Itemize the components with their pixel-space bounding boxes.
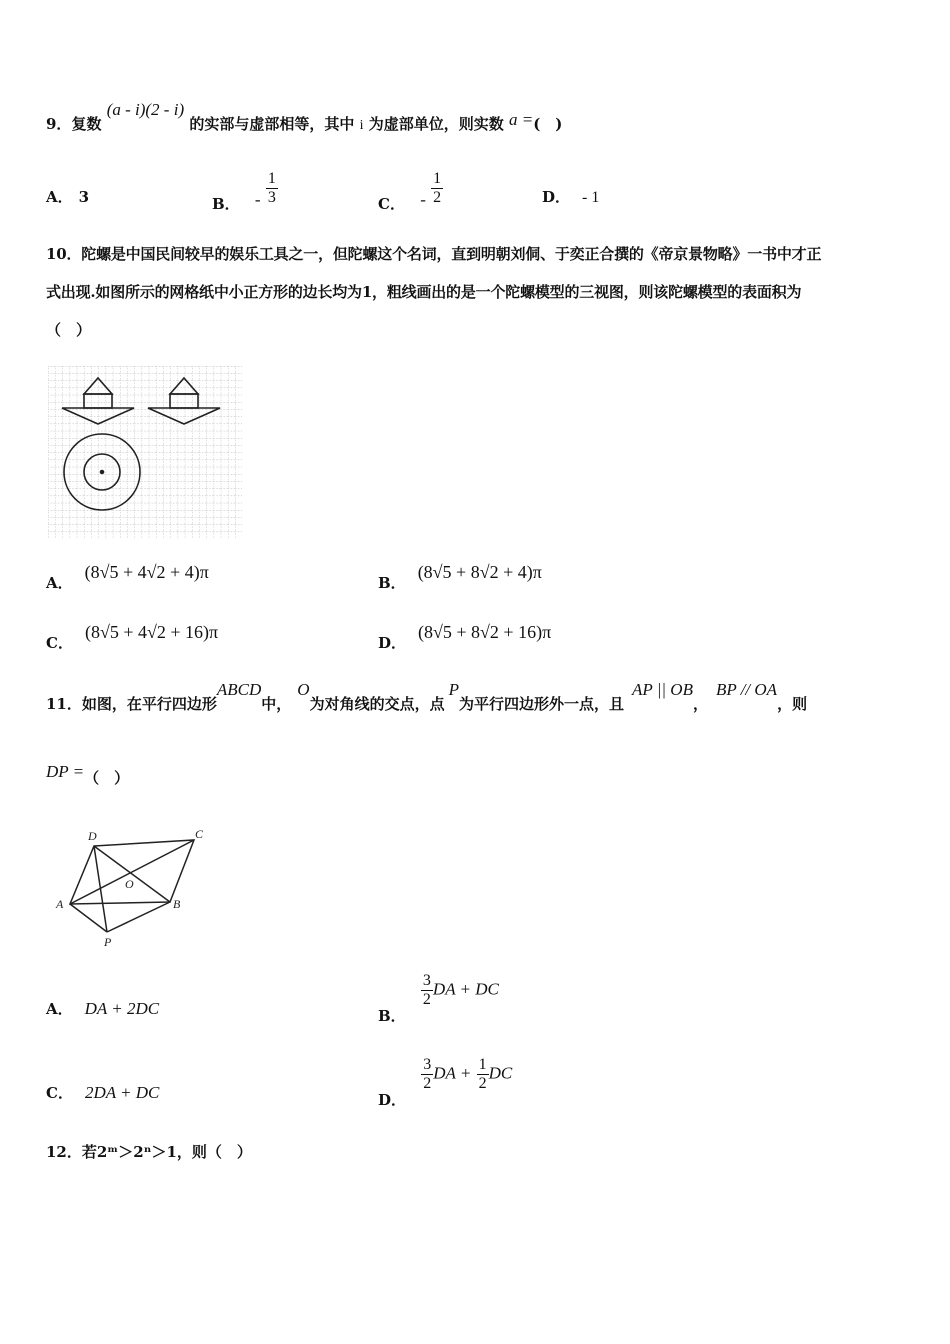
label-b: B bbox=[173, 897, 181, 911]
q11-paren: （ ） bbox=[84, 769, 130, 787]
q11-option-b[interactable] bbox=[378, 972, 499, 1025]
option-value: (8√5 + 8√2 + 16)π bbox=[418, 622, 552, 642]
option-value: DA + DC bbox=[432, 979, 499, 999]
option-fraction-1: $\frac{3}{2}$ bbox=[423, 1056, 432, 1092]
q11-stem-2: 为对角线的交点，点 bbox=[309, 695, 445, 713]
option-label: A． bbox=[46, 574, 73, 592]
q10-option-a[interactable] bbox=[46, 562, 209, 593]
q10-line-2: 式出现.如图所示的网格纸中小正方形的边长均为1，粗线画出的是一个陀螺模型的三视图，则该陀螺模型的表面积为 bbox=[46, 283, 802, 301]
q11-option-c[interactable] bbox=[46, 1082, 159, 1103]
label-d: D bbox=[88, 829, 97, 843]
option-value-mid: DA + bbox=[433, 1063, 472, 1083]
q11-dp-line bbox=[46, 760, 129, 796]
option-fraction: $\frac{1}{3}$ bbox=[267, 170, 276, 206]
q10-option-c[interactable] bbox=[46, 622, 219, 653]
q9-end: ( ) bbox=[533, 115, 563, 133]
option-label: A． bbox=[46, 188, 73, 206]
option-value: 3 bbox=[78, 188, 90, 206]
q11-option-a[interactable] bbox=[46, 998, 159, 1019]
option-fraction-2: $\frac{1}{2}$ bbox=[478, 1056, 487, 1092]
q11-option-d[interactable] bbox=[378, 1056, 513, 1109]
option-label: D． bbox=[542, 188, 571, 206]
q9-option-b[interactable] bbox=[212, 170, 278, 213]
option-value: (8√5 + 4√2 + 4)π bbox=[84, 562, 209, 582]
segment-bp bbox=[107, 902, 170, 932]
q9-option-d[interactable] bbox=[542, 186, 599, 207]
option-sign: - bbox=[420, 189, 426, 209]
option-label: A． bbox=[46, 1000, 73, 1018]
q11-parallelogram-figure bbox=[52, 826, 212, 950]
q9-number: 9． bbox=[46, 115, 72, 133]
label-a: A bbox=[56, 897, 64, 911]
q9-mid: 的实部与虚部相等，其中 bbox=[189, 115, 355, 133]
option-value: DC bbox=[488, 1063, 513, 1083]
option-label: B． bbox=[378, 1006, 406, 1025]
q9-mid2: 为虚部单位，则实数 bbox=[368, 115, 504, 133]
option-value: (8√5 + 4√2 + 16)π bbox=[84, 622, 219, 642]
q9-option-c[interactable] bbox=[378, 170, 443, 213]
q11-comma: ， bbox=[692, 695, 708, 713]
option-label: B． bbox=[212, 194, 240, 213]
option-label: C． bbox=[46, 1084, 73, 1102]
option-value: DA + 2DC bbox=[84, 999, 160, 1018]
q9-expression: (a - i)(2 - i) bbox=[106, 100, 185, 119]
q9-variable: a = bbox=[508, 110, 534, 129]
q9-imaginary-unit: i bbox=[359, 118, 364, 133]
diagonal-ac bbox=[70, 840, 194, 904]
option-fraction: $\frac{3}{2}$ bbox=[422, 972, 431, 1008]
option-value: - 1 bbox=[582, 189, 600, 206]
option-label: C． bbox=[378, 194, 405, 213]
segment-dp bbox=[94, 846, 107, 932]
q10-three-view-figure bbox=[48, 366, 242, 538]
q9-prefix: 复数 bbox=[71, 115, 102, 133]
q11-point-o: O bbox=[297, 680, 310, 699]
q10-option-d[interactable] bbox=[378, 622, 552, 653]
option-value: (8√5 + 8√2 + 4)π bbox=[417, 562, 542, 582]
option-sign: - bbox=[254, 189, 261, 209]
q10-line-1: 10．陀螺是中国民间较早的娱乐工具之一，但陀螺这个名词，直到明朝刘侗、于奕正合撰的《帝京景物略》一书中才正 bbox=[46, 245, 822, 263]
option-value: 2DA + DC bbox=[84, 1083, 160, 1102]
label-o: O bbox=[125, 877, 134, 891]
option-label: C． bbox=[46, 634, 73, 652]
option-label: D． bbox=[378, 634, 407, 652]
q11-stem-4: ，则 bbox=[777, 695, 808, 713]
q11-condition-2: BP // OA bbox=[716, 680, 778, 699]
label-c: C bbox=[195, 827, 204, 841]
question-11 bbox=[46, 680, 808, 722]
question-9 bbox=[46, 100, 563, 144]
option-label: B． bbox=[378, 574, 406, 592]
option-label: D． bbox=[378, 1090, 407, 1109]
question-12: 12．若2ᵐ＞2ⁿ＞1，则（ ） bbox=[46, 1143, 252, 1161]
option-fraction: $\frac{1}{2}$ bbox=[433, 170, 442, 206]
segment-ap bbox=[70, 904, 107, 932]
diagonal-db bbox=[94, 846, 170, 902]
q11-dp: DP = bbox=[46, 762, 85, 781]
q11-stem-start: 11．如图，在平行四边形 bbox=[46, 695, 217, 713]
q11-condition-1: AP || OB bbox=[632, 680, 693, 699]
q10-option-b[interactable] bbox=[378, 562, 542, 593]
q11-stem-1: 中， bbox=[261, 695, 292, 713]
q9-option-a[interactable] bbox=[46, 186, 89, 207]
q10-line-3: （ ） bbox=[46, 321, 92, 339]
q11-stem-3: 为平行四边形外一点，且 bbox=[458, 695, 624, 713]
q11-abcd: ABCD bbox=[216, 680, 262, 699]
grid-paper bbox=[48, 366, 242, 538]
label-p: P bbox=[104, 935, 112, 949]
q11-point-p: P bbox=[448, 680, 459, 699]
